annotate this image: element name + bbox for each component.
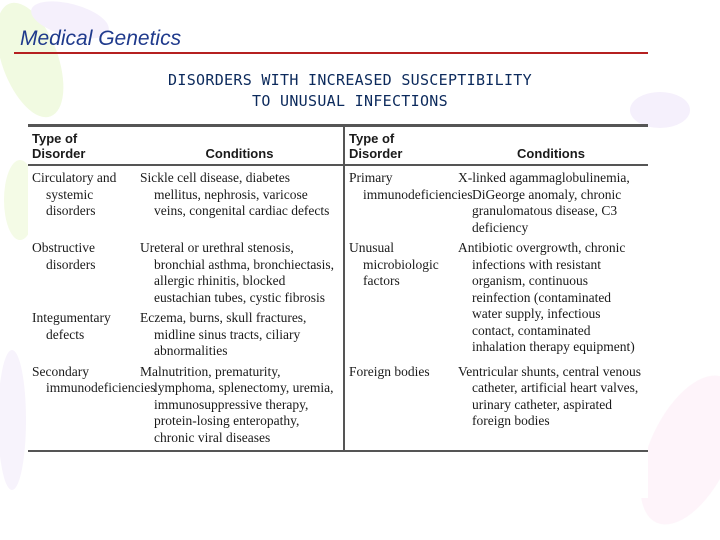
disorders-table-container [28, 124, 648, 498]
slide-title-line-2: TO UNUSUAL INFECTIONS [252, 92, 448, 110]
header-conditions-left: Conditions [136, 126, 344, 166]
right-conditions-cell: Ventricular shunts, central venous catheter, artificial heart valves, urinary catheter, aspirated foreign bodies [458, 363, 641, 428]
right-conditions-cell: Antibiotic overgrowth, chronic infections with resistant organism, continuous reinfection (contaminated water supply, infectious contact, contaminated inhalation therapy equipment) [458, 240, 635, 354]
header-rule [14, 52, 648, 54]
slide-title [100, 70, 600, 112]
right-type-cell: Primary immunodeficiencies [349, 170, 473, 202]
header-type-left: Type of Disorder [28, 126, 136, 166]
slide-title-line-1: DISORDERS WITH INCREASED SUSCEPTIBILITY [168, 71, 532, 89]
header-conditions-right: Conditions [454, 126, 648, 166]
table-header-row [28, 126, 648, 166]
left-type-cell: Obstructive disorders [32, 240, 96, 272]
left-conditions-cell: Sickle cell disease, diabetes mellitus, nephrosis, varicose veins, congenital cardiac defects [140, 170, 330, 218]
table-row [28, 165, 648, 236]
left-type-cell: Circulatory and systemic disorders [32, 170, 117, 218]
left-conditions-cell: Ureteral or urethral stenosis, bronchial asthma, bronchiectasis, allergic rhinitis, blocked eustachian tubes, cystic fibrosis [140, 240, 334, 305]
left-conditions-cell: Eczema, burns, skull fractures, midline sinus tracts, ciliary abnormalities [140, 310, 307, 358]
right-type-cell: Unusual microbiologic factors [349, 240, 439, 288]
right-conditions-cell: X-linked agammaglobulinemia, DiGeorge anomaly, chronic granulomatous disease, C3 deficiency [458, 170, 630, 235]
header-type-right: Type of Disorder [344, 126, 454, 166]
left-type-cell: Integumentary defects [32, 310, 111, 342]
left-conditions-cell: Malnutrition, prematurity, lymphoma, splenectomy, uremia, immunosuppressive therapy, protein-losing enteropathy, chronic viral diseases [140, 363, 334, 445]
left-type-cell: Secondary immunodeficiencies [32, 363, 156, 395]
table-row [28, 236, 648, 306]
right-type-cell: Foreign bodies [349, 363, 430, 379]
table-row [28, 360, 648, 452]
header-title: Medical Genetics [20, 27, 182, 50]
disorders-table [28, 124, 648, 452]
